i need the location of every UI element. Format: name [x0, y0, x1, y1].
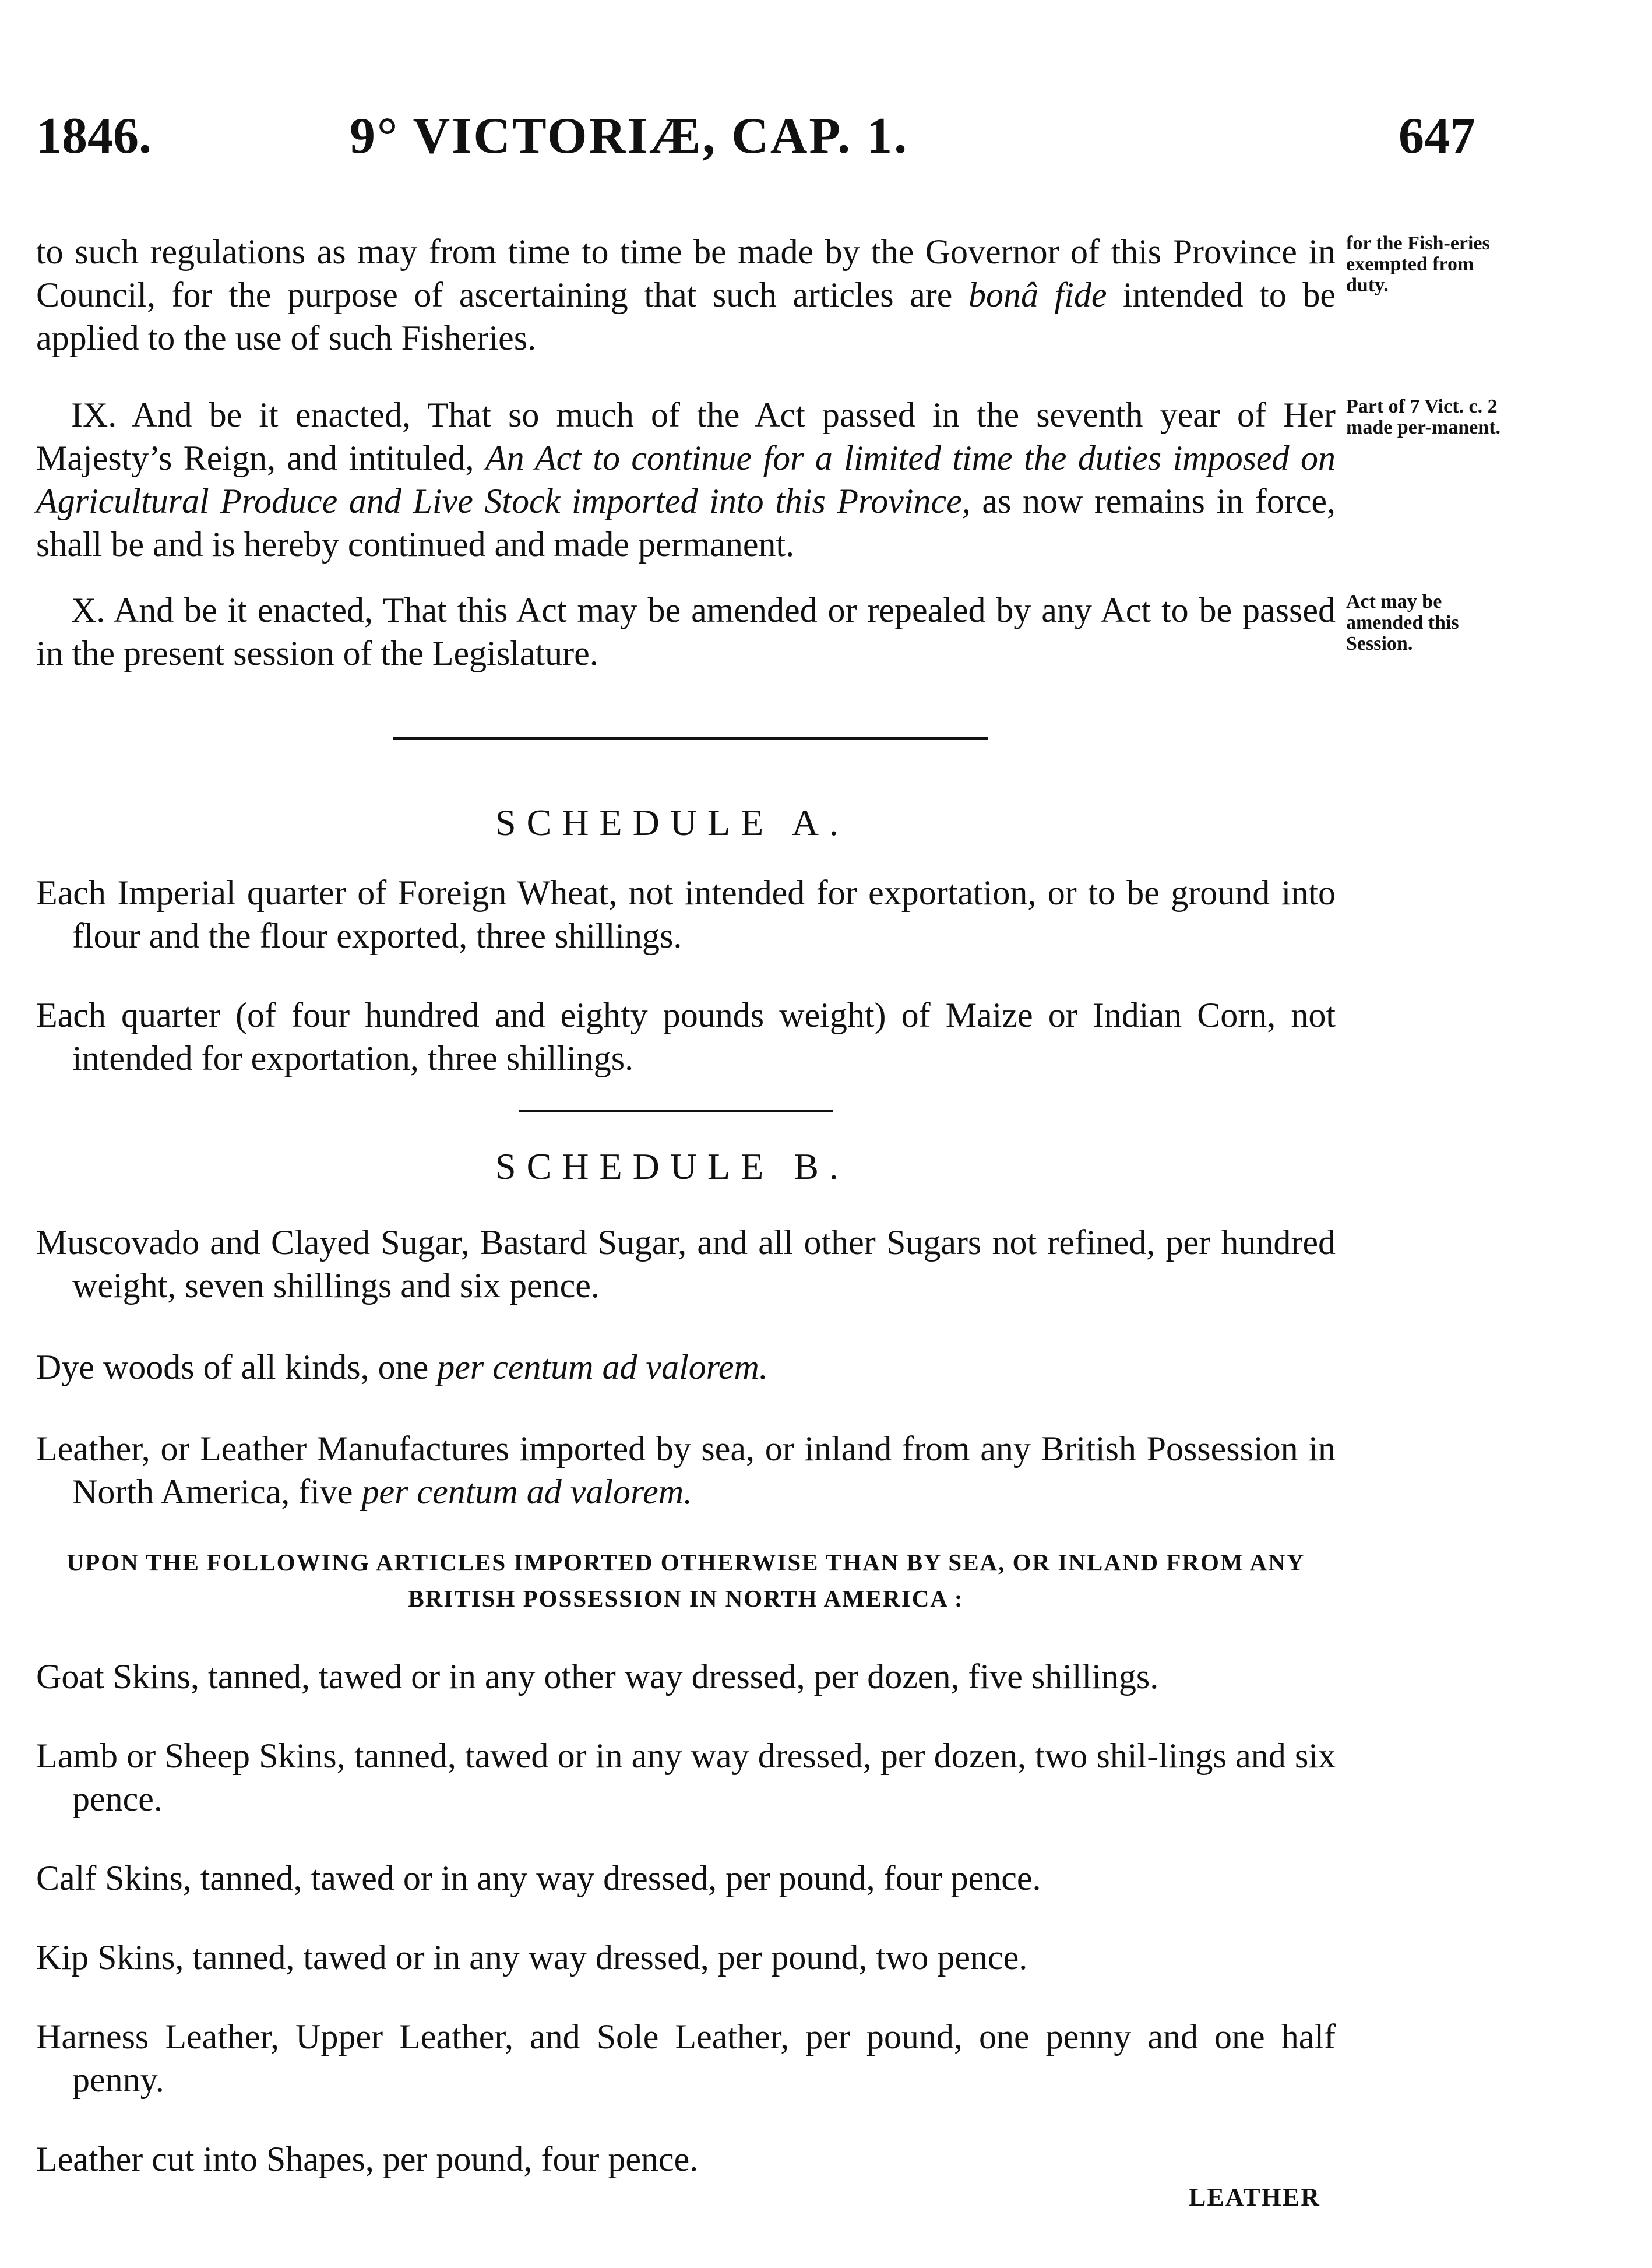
continuation-text-a: to such regulations as may from time to time be made by the Governor of this Province in Council, for the purpose of ascertaining that such articles are	[36, 233, 1336, 314]
continuation-italic: bonâ fide	[968, 276, 1107, 314]
section-x	[36, 589, 1336, 675]
continuation-paragraph	[36, 230, 1336, 360]
schedule-divider-rule	[519, 1110, 833, 1112]
header-year: 1846.	[36, 108, 152, 164]
schedule-a-heading: SCHEDULE A.	[495, 802, 849, 843]
import-item: Lamb or Sheep Skins, tanned, tawed or in any way dressed, per dozen, two shil-lings and six pence.	[36, 1737, 1336, 1818]
schedule-b-item: Muscovado and Clayed Sugar, Bastard Sugar, and all other Sugars not refined, per hundred weight, seven shillings and six pence.	[36, 1223, 1336, 1305]
schedule-b-imports-list	[36, 1655, 1336, 2181]
section-ix-text-b: as now remains in force, shall be and is hereby continued and made permanent.	[36, 482, 1336, 564]
import-item: Leather cut into Shapes, per pound, four pence.	[36, 2140, 699, 2178]
schedule-b-heading: SCHEDULE B.	[495, 1146, 849, 1187]
import-item: Calf Skins, tanned, tawed or in any way dressed, per pound, four pence.	[36, 1859, 1041, 1897]
schedule-a-item: Each quarter (of four hundred and eighty pounds weight) of Maize or Indian Corn, not intended for exportation, three shillings.	[36, 996, 1336, 1077]
schedule-b-list	[36, 1221, 1336, 1513]
dye-woods-text: Dye woods of all kinds, one	[36, 1348, 438, 1386]
import-item: Kip Skins, tanned, tawed or in any way dressed, per pound, two pence.	[36, 1938, 1028, 1977]
continuation-text-b: intended to be applied to the use of such Fisheries.	[36, 276, 1336, 357]
leather-italic: per centum ad valorem.	[361, 1473, 693, 1511]
schedule-b-item	[36, 1346, 1336, 1389]
dye-woods-italic: per centum ad valorem.	[437, 1348, 768, 1386]
schedule-b-item	[36, 1427, 1336, 1513]
section-divider-rule	[393, 737, 988, 740]
section-ix	[36, 393, 1336, 566]
section-x-text: X. And be it enacted, That this Act may be amended or repealed by any Act to be passed in the present session of the Legislature.	[36, 591, 1336, 672]
schedule-a-list	[36, 871, 1336, 1080]
schedule-b-subheading: UPON THE FOLLOWING ARTICLES IMPORTED OTHERWISE THAN BY SEA, OR INLAND FROM ANY BRITISH POSSESSION IN NORTH AMERICA :	[66, 1549, 1305, 1612]
margin-note-amend: Act may be amended this Session.	[1346, 591, 1459, 654]
catchword: LEATHER	[1189, 2183, 1320, 2211]
header-title: 9° VICTORIÆ, CAP. 1.	[350, 108, 909, 164]
section-ix-italic: An Act to continue for a limited time the duties imposed on Agricultural Produce and Live Stock imported into this Province,	[36, 439, 1336, 520]
import-item: Harness Leather, Upper Leather, and Sole Leather, per pound, one penny and one half penny.	[36, 2017, 1336, 2099]
leather-text: Leather, or Leather Manufactures imported by sea, or inland from any British Possession in North America, five	[36, 1429, 1336, 1511]
margin-note-fisheries: for the Fish-eries exempted from duty.	[1346, 233, 1490, 296]
schedule-a-item: Each Imperial quarter of Foreign Wheat, not intended for exportation, or to be ground into flour and the flour exported, three shillings.	[36, 874, 1336, 955]
margin-note-part-of-act: Part of 7 Vict. c. 2 made per-manent.	[1346, 396, 1501, 438]
page-number: 647	[1399, 108, 1475, 164]
import-item: Goat Skins, tanned, tawed or in any other way dressed, per dozen, five shillings.	[36, 1657, 1159, 1696]
section-ix-text-a: IX. And be it enacted, That so much of the Act passed in the seventh year of Her Majesty’s Reign, and intituled,	[36, 396, 1336, 477]
